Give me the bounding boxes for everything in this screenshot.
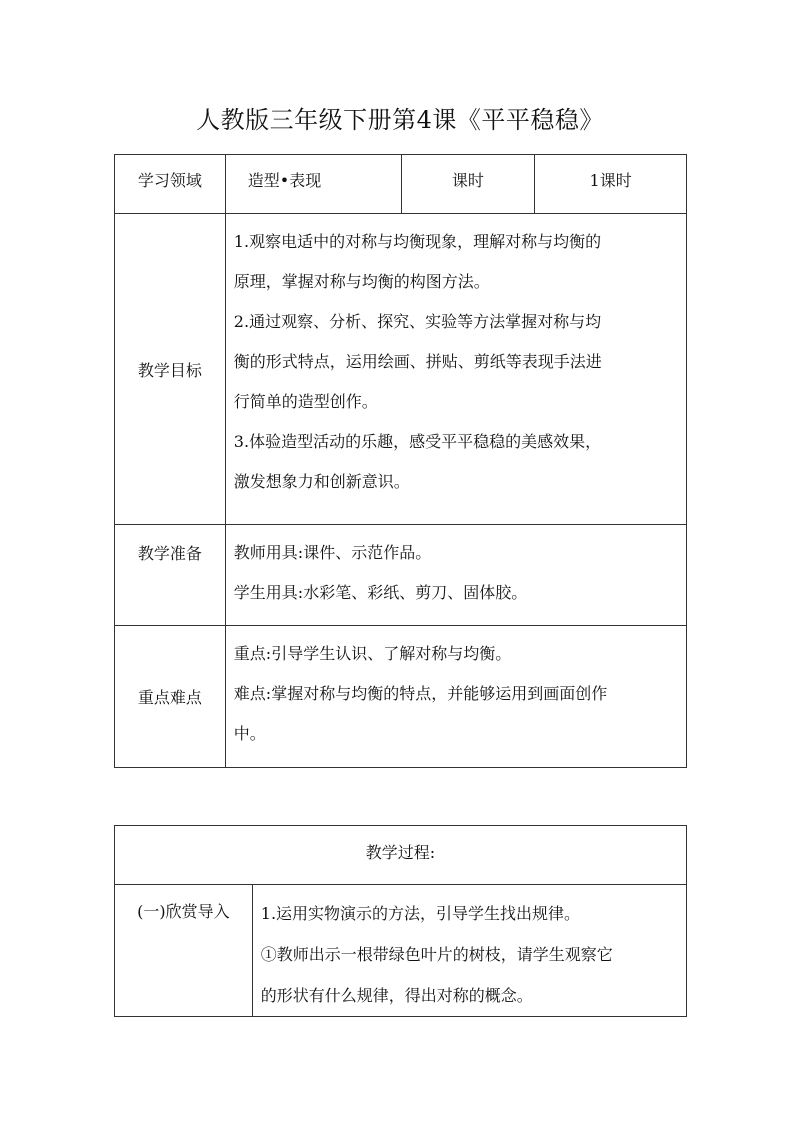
step-label: (一)欣赏导入 <box>115 885 253 1017</box>
goals-line: 1.观察电适中的对称与均衡现象，理解对称与均衡的 <box>233 232 602 251</box>
goals-line: 3.体验造型活动的乐趣，感受平平稳稳的美感效果， <box>233 432 602 451</box>
step-line: 1.运用实物演示的方法，引导学生找出规律。 <box>260 904 581 923</box>
keypoints-content <box>225 626 686 768</box>
goals-content <box>225 214 686 525</box>
period-value: 1课时 <box>535 155 687 214</box>
goals-line: 激发想象力和创新意识。 <box>233 472 410 491</box>
period-label: 课时 <box>401 155 535 214</box>
goals-line: 行简单的造型创作。 <box>233 392 378 411</box>
prep-line: 学生用具:水彩笔、彩纸、剪刀、固体胶。 <box>233 583 528 602</box>
prep-line: 教师用具:课件、示范作品。 <box>233 543 432 562</box>
field-value: 造型•表现 <box>225 155 401 214</box>
step-line: ①教师出示一根带绿色叶片的树枝，请学生观察它 <box>260 945 613 964</box>
process-header: 教学过程: <box>115 826 687 885</box>
field-label: 学习领域 <box>115 155 226 214</box>
keypoints-line: 中。 <box>233 724 266 743</box>
keypoints-line: 难点:掌握对称与均衡的特点，并能够运用到画面创作 <box>233 684 608 703</box>
goals-line: 2.通过观察、分析、探究、实验等方法掌握对称与均 <box>233 312 602 331</box>
prep-content <box>225 525 686 626</box>
step-line: 的形状有什么规律，得出对称的概念。 <box>260 986 533 1005</box>
keypoints-label: 重点难点 <box>115 626 226 768</box>
lesson-info-table <box>114 154 687 768</box>
goals-line: 衡的形式特点，运用绘画、拼贴、剪纸等表现手法进 <box>233 352 602 371</box>
goals-label: 教学目标 <box>115 214 226 525</box>
keypoints-line: 重点:引导学生认识、了解对称与均衡。 <box>233 644 512 663</box>
teaching-process-table <box>114 825 687 1017</box>
goals-line: 原理，掌握对称与均衡的构图方法。 <box>233 272 490 291</box>
page-title: 人教版三年级下册第4课《平平稳稳》 <box>196 106 604 134</box>
step-content <box>252 885 686 1017</box>
prep-label: 教学准备 <box>115 525 226 626</box>
